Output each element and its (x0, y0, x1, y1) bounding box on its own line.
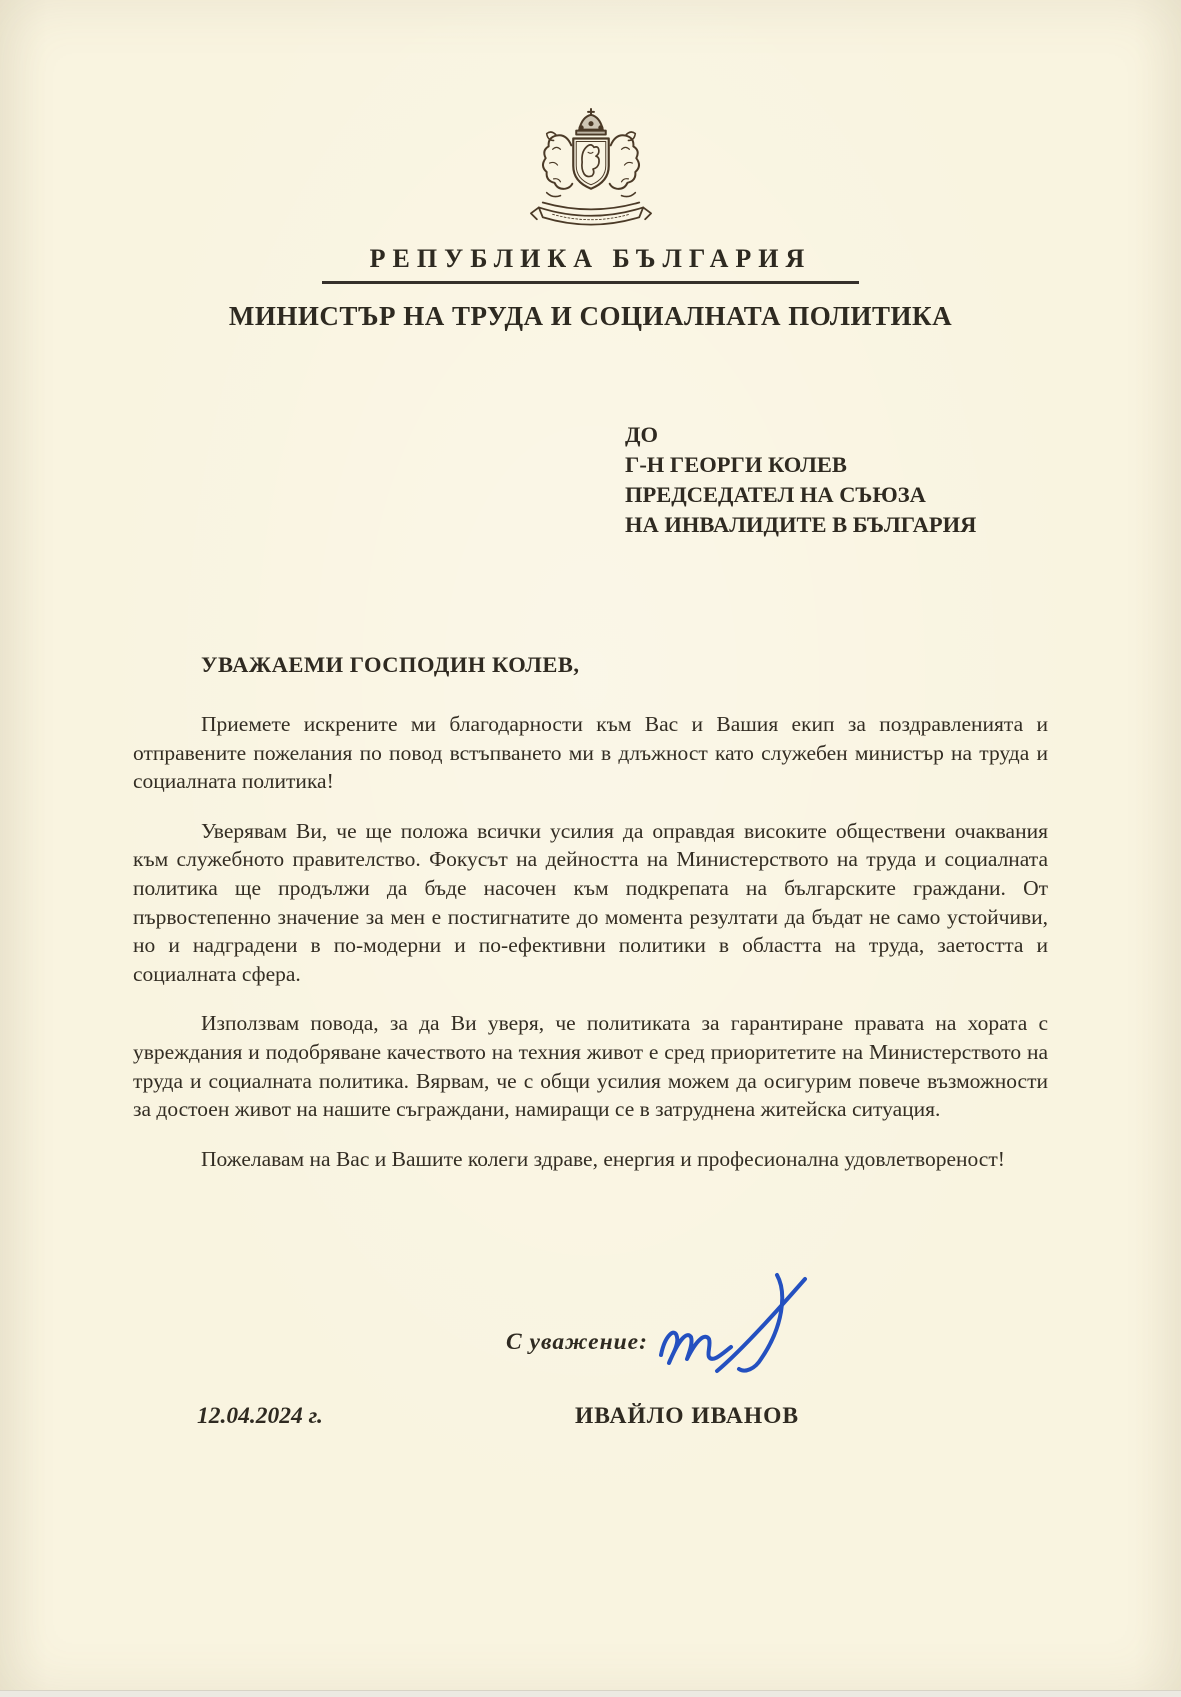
bulgaria-coat-of-arms-icon (506, 106, 676, 234)
header-divider (322, 281, 859, 284)
body-paragraph-4: Пожелавам на Вас и Вашите колеги здраве, енергия и професионална удовлетвореност! (201, 1146, 1005, 1171)
salutation: УВАЖАЕМИ ГОСПОДИН КОЛЕВ, (201, 652, 580, 677)
recipient-line-to: ДО (625, 422, 658, 447)
valediction: С уважение: (506, 1329, 648, 1356)
signature-scribble (645, 1267, 945, 1387)
body-paragraph-1: Приемете искрените ми благодарности към Вас и Вашия екип за поздравленията и отправените пожелания по повод встъпването ми в длъжност като служебен министър на труда и социалната политика! (133, 712, 1048, 794)
signer-name: ИВАЙЛО ИВАНОВ (575, 1403, 800, 1430)
letter-date: 12.04.2024 г. (197, 1403, 323, 1430)
recipient-block (625, 420, 1181, 540)
closing-block (133, 1271, 1048, 1391)
country-title: РЕПУБЛИКА БЪЛГАРИЯ (369, 244, 812, 273)
office-title: МИНИСТЪР НА ТРУДА И СОЦИАЛНАТА ПОЛИТИКА (228, 301, 953, 331)
date-name-row (133, 1403, 1048, 1443)
recipient-line-name: Г-Н ГЕОРГИ КОЛЕВ (625, 452, 847, 477)
recipient-line-title: ПРЕДСЕДАТЕЛ НА СЪЮЗА (625, 482, 926, 507)
body-paragraph-3: Използвам повода, за да Ви уверя, че политиката за гарантиране правата на хората с увреждания и подобряване качеството на техния живот е сред приоритетите на Министерството на труда и социалната политика. Вярвам, че с общи усилия можем да осигурим повече възможности за достоен живот на нашите съграждани, намиращи се в затруднена житейска ситуация. (133, 1011, 1048, 1122)
letter-body (0, 652, 1181, 1443)
body-paragraph-2: Уверявам Ви, че ще положа всички усилия да оправдая високите обществени очаквания към служебното правителство. Фокусът на дейността на Министерството на труда и социалната политика ще продължи да бъде насочен към подкрепата на българските граждани. От първостепенно значение за мен е постигнатите до момента резултати да бъдат не само устойчиви, но и надградени в по-модерни и по-ефективни политики в областта на труда, заетостта и социалната сфера. (133, 818, 1048, 986)
scan-edge-artifact (0, 1690, 1181, 1697)
recipient-line-org: НА ИНВАЛИДИТЕ В БЪЛГАРИЯ (625, 512, 977, 537)
